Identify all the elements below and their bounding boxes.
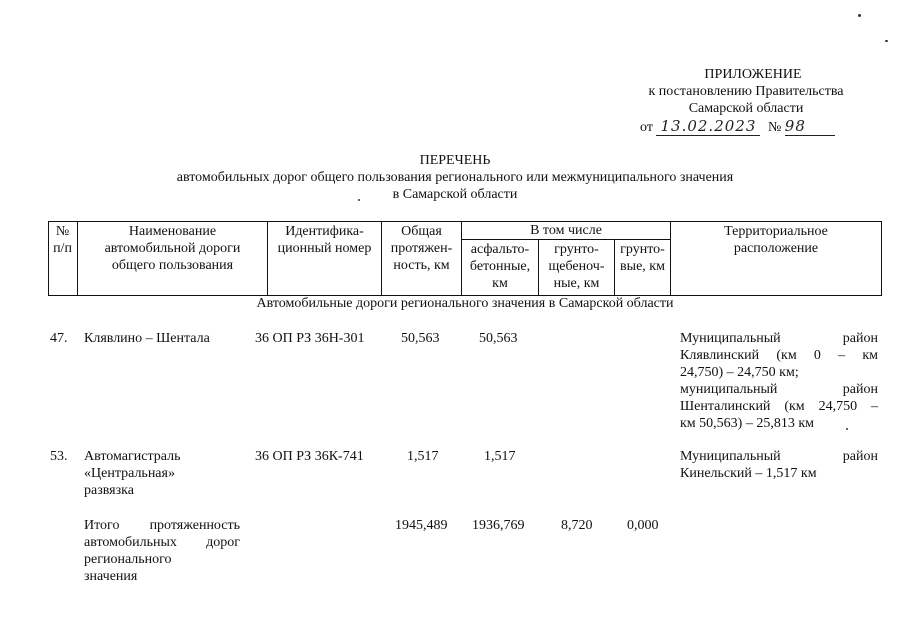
row-territory: Муниципальный район Кинельский – 1,517 км xyxy=(680,449,878,481)
header-asphalt: асфальто- бетонные, км xyxy=(469,242,531,291)
scan-speck xyxy=(885,40,888,42)
header-ident: Идентифика- ционный номер xyxy=(277,224,372,256)
row-name: Клявлино – Шентала xyxy=(84,331,210,346)
header-num: № п/п xyxy=(53,224,72,256)
number-prefix: № xyxy=(767,120,782,135)
total-dirt: 0,000 xyxy=(627,518,659,533)
appendix-line1: к постановлению Правительства xyxy=(648,84,844,99)
document-title-block xyxy=(100,152,810,203)
header-name: Наименование автомобильной дороги общего пользования xyxy=(104,224,241,273)
appendix-block xyxy=(628,66,864,117)
header-territory: Территориальное расположение xyxy=(724,224,828,256)
appendix-line2: Самарской области xyxy=(688,101,804,116)
date-prefix: от xyxy=(640,120,653,135)
row-total: 50,563 xyxy=(401,331,440,346)
header-gravel: грунто- щебеноч- ные, км xyxy=(548,242,605,291)
header-total: Общая протяжен- ность, км xyxy=(390,224,453,273)
total-sum: 1945,489 xyxy=(395,518,448,533)
row-ident: 36 ОП РЗ 36Н-301 xyxy=(255,331,365,346)
table-vline xyxy=(881,221,882,296)
date-value: 13.02.2023 xyxy=(656,118,760,136)
total-asphalt: 1936,769 xyxy=(472,518,525,533)
document-subtitle-line2: в Самарской области xyxy=(392,187,518,202)
row-asphalt: 50,563 xyxy=(479,331,518,346)
row-ident: 36 ОП РЗ 36К-741 xyxy=(255,449,364,464)
row-num: 53. xyxy=(50,449,68,464)
total-gravel: 8,720 xyxy=(561,518,593,533)
document-subtitle-line1: автомобильных дорог общего пользования регионального или межмуниципального значения xyxy=(176,170,734,185)
appendix-title: ПРИЛОЖЕНИЕ xyxy=(704,67,802,82)
section-title: Автомобильные дороги регионального значения в Самарской области xyxy=(256,296,674,311)
row-num: 47. xyxy=(50,331,68,346)
header-table xyxy=(48,221,882,296)
including-divider xyxy=(461,239,671,240)
total-label: Итого протяженность автомобильных дорог регионального значения xyxy=(84,518,240,584)
header-including: В том числе xyxy=(530,223,602,238)
header-dirt: грунто- вые, км xyxy=(620,242,665,274)
row-name: Автомагистраль «Центральная» развязка xyxy=(84,449,181,498)
document-title: ПЕРЕЧЕНЬ xyxy=(419,153,491,168)
appendix-date-line xyxy=(640,118,860,138)
number-value: 98 xyxy=(785,118,835,136)
row-total: 1,517 xyxy=(407,449,439,464)
row-territory: Муниципальный район Клявлинский (км 0 – км 24,750) – 24,750 км; муниципальный район Шенталинский (км 24,750 – км 50,563) – 25,813 км xyxy=(680,331,878,431)
row-asphalt: 1,517 xyxy=(484,449,516,464)
scan-speck xyxy=(858,14,861,17)
